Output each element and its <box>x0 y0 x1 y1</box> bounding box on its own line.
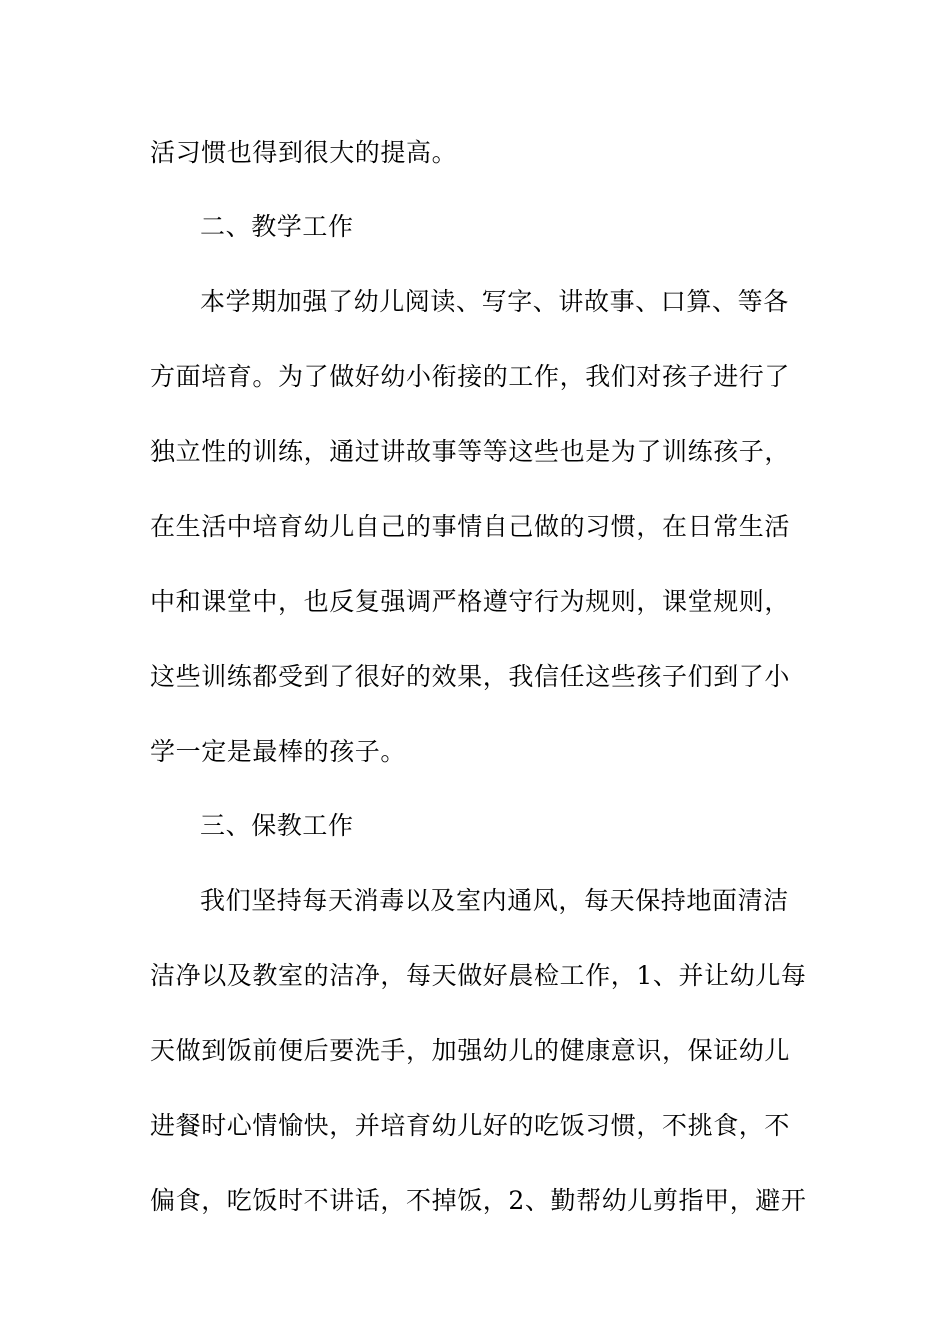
paragraph-line: 方面培育。为了做好幼小衔接的工作，我们对孩子进行了 <box>150 362 791 391</box>
section-heading: 二、教学工作 <box>200 212 354 241</box>
paragraph-line: 学一定是最棒的孩子。 <box>150 737 407 766</box>
paragraph-line: 天做到饭前便后要洗手，加强幼儿的健康意识，保证幼儿 <box>150 1036 791 1065</box>
paragraph-line: 偏食，吃饭时不讲话，不掉饭，2、勤帮幼儿剪指甲，避开 <box>150 1186 807 1215</box>
paragraph-line: 中和课堂中，也反复强调严格遵守行为规则，课堂规则， <box>150 587 791 616</box>
paragraph-line: 独立性的训练，通过讲故事等等这些也是为了训练孩子， <box>150 437 791 466</box>
paragraph-line: 在生活中培育幼儿自己的事情自己做的习惯，在日常生活 <box>150 512 791 541</box>
paragraph-line: 我们坚持每天消毒以及室内通风，每天保持地面清洁 <box>200 886 789 915</box>
paragraph-line: 进餐时心情愉快，并培育幼儿好的吃饭习惯，不挑食，不 <box>150 1111 791 1140</box>
paragraph-line: 这些训练都受到了很好的效果，我信任这些孩子们到了小 <box>150 662 791 691</box>
paragraph-line: 本学期加强了幼儿阅读、写字、讲故事、口算、等各 <box>200 287 789 316</box>
paragraph-line: 洁净以及教室的洁净，每天做好晨检工作，1、并让幼儿每 <box>150 961 807 990</box>
section-heading: 三、保教工作 <box>200 811 354 840</box>
paragraph-line: 活习惯也得到很大的提高。 <box>150 138 458 167</box>
